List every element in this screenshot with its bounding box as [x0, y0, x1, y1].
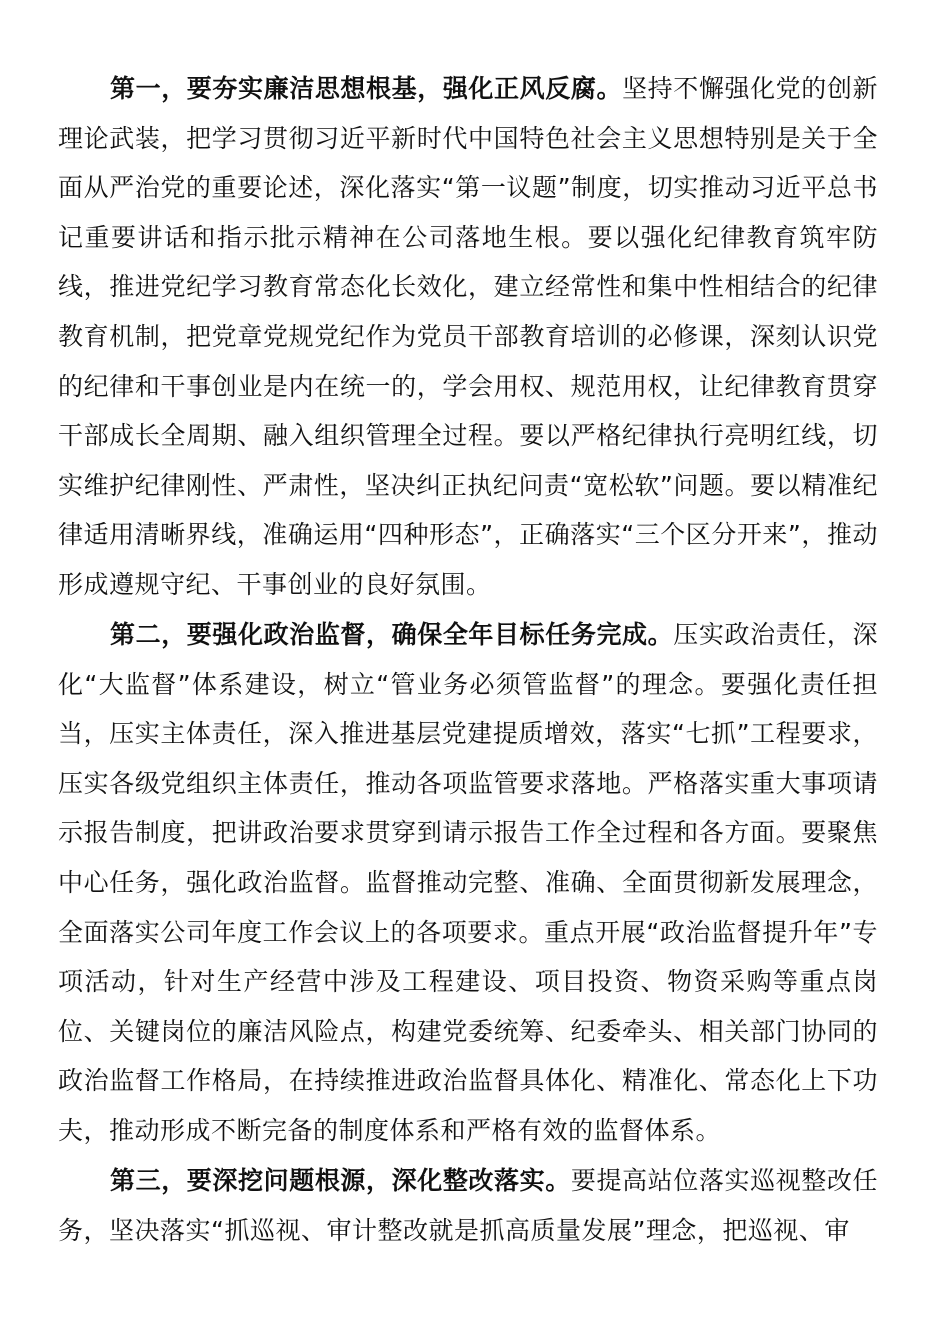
paragraph-3 — [58, 1156, 878, 1255]
paragraph-2 — [58, 610, 878, 1156]
paragraph-1-heading: 第一，要夯实廉洁思想根基，强化正风反腐。 — [110, 74, 623, 103]
paragraph-1-body: 坚持不懈强化党的创新理论武装，把学习贯彻习近平新时代中国特色社会主义思想特别是关于全面从严治党的重要论述，深化落实“第一议题”制度，切实推动习近平总书记重要讲话和指示批示精神在公司落地生根。要以强化纪律教育筑牢防线，推进党纪学习教育常态化长效化，建立经常性和集中性相结合的纪律教育机制，把党章党规党纪作为党员干部教育培训的必修课，深刻认识党的纪律和干事创业是内在统一的，学会用权、规范用权，让纪律教育贯穿干部成长全周期、融入组织管理全过程。要以严格纪律执行亮明红线，切实维护纪律刚性、严肃性，坚决纠正执纪问责“宽松软”问题。要以精准纪律适用清晰界线，准确运用“四种形态”，正确落实“三个区分开来”，推动形成遵规守纪、干事创业的良好氛围。 — [58, 74, 878, 599]
paragraph-3-body: 要提高站位落实巡视整改任务，坚决落实“抓巡视、审计整改就是抓高质量发展”理念，把巡视、审 — [58, 1166, 878, 1245]
paragraph-1 — [58, 64, 878, 610]
paragraph-3-heading: 第三，要深挖问题根源，深化整改落实。 — [110, 1166, 571, 1195]
paragraph-2-heading: 第二，要强化政治监督，确保全年目标任务完成。 — [110, 620, 674, 649]
paragraph-2-body: 压实政治责任，深化“大监督”体系建设，树立“管业务必须管监督”的理念。要强化责任担当，压实主体责任，深入推进基层党建提质增效，落实“七抓”工程要求，压实各级党组织主体责任，推动各项监管要求落地。严格落实重大事项请示报告制度，把讲政治要求贯穿到请示报告工作全过程和各方面。要聚焦中心任务，强化政治监督。监督推动完整、准确、全面贯彻新发展理念，全面落实公司年度工作会议上的各项要求。重点开展“政治监督提升年”专项活动，针对生产经营中涉及工程建设、项目投资、物资采购等重点岗位、关键岗位的廉洁风险点，构建党委统筹、纪委牵头、相关部门协同的政治监督工作格局，在持续推进政治监督具体化、精准化、常态化上下功夫，推动形成不断完备的制度体系和严格有效的监督体系。 — [58, 620, 878, 1145]
